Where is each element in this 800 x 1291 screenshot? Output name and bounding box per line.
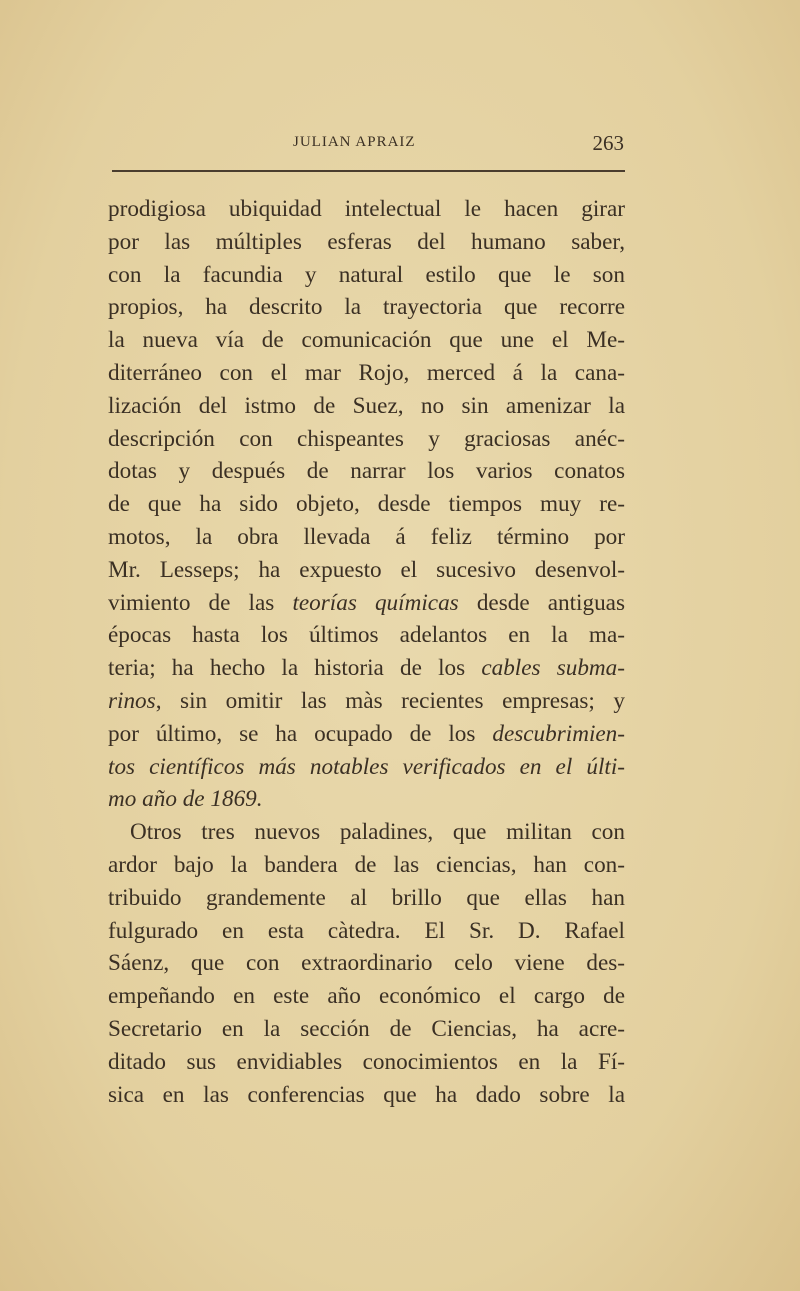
text-segment: Otros tres nuevos paladines, que militan con bbox=[130, 819, 625, 846]
text-line bbox=[108, 554, 625, 587]
text-segment: descripción con chispeantes y graciosas anéc- bbox=[108, 425, 625, 452]
text-line bbox=[108, 685, 625, 718]
text-segment: Mr. Lesseps; ha expuesto el sucesivo desenvol- bbox=[108, 556, 625, 583]
text-line bbox=[108, 718, 625, 751]
text-line bbox=[108, 619, 625, 652]
text-line bbox=[108, 751, 625, 784]
italic-text: teorías químicas bbox=[292, 589, 459, 616]
text-segment: la nueva vía de comunicación que une el Me- bbox=[108, 327, 625, 354]
text-segment: motos, la obra llevada á feliz término por bbox=[108, 523, 625, 550]
text-segment: diterráneo con el mar Rojo, merced á la cana- bbox=[108, 359, 625, 386]
text-line bbox=[108, 1013, 625, 1046]
text-line bbox=[108, 488, 625, 521]
text-segment: por las múltiples esferas del humano saber, bbox=[108, 228, 625, 255]
text-segment: prodigiosa ubiquidad intelectual le hacen girar bbox=[108, 196, 625, 222]
text-line bbox=[108, 226, 625, 259]
text-segment: sica en las conferencias que ha dado sobre la bbox=[108, 1081, 625, 1108]
header-rule bbox=[112, 170, 625, 172]
text-line bbox=[108, 455, 625, 488]
text-segment: tribuido grandemente al brillo que ellas han bbox=[108, 884, 625, 911]
text-segment: propios, ha descrito la trayectoria que recorre bbox=[108, 294, 625, 321]
text-line bbox=[108, 390, 625, 423]
text-line bbox=[108, 816, 625, 849]
text-segment: teria; ha hecho la historia de los bbox=[108, 655, 482, 682]
text-line bbox=[108, 193, 625, 226]
italic-text: cables subma- bbox=[481, 655, 625, 682]
text-line bbox=[108, 521, 625, 554]
text-line bbox=[108, 882, 625, 915]
text-line bbox=[108, 980, 625, 1013]
text-segment: épocas hasta los últimos adelantos en la ma- bbox=[108, 622, 625, 649]
text-segment: vimiento de las bbox=[108, 589, 293, 616]
body-text bbox=[108, 193, 625, 1111]
text-line bbox=[108, 849, 625, 882]
text-line bbox=[108, 915, 625, 948]
text-segment: por último, se ha ocupado de los bbox=[108, 720, 493, 747]
text-segment: Secretario en la sección de Ciencias, ha acre- bbox=[108, 1015, 625, 1042]
italic-text: mo año de 1869. bbox=[108, 786, 263, 813]
text-line bbox=[108, 652, 625, 685]
text-segment: con la facundia y natural estilo que le son bbox=[108, 261, 625, 288]
text-line bbox=[108, 587, 625, 620]
text-segment: Sáenz, que con extraordinario celo viene des- bbox=[108, 950, 625, 977]
text-line bbox=[108, 947, 625, 980]
text-line bbox=[108, 1079, 625, 1112]
text-line bbox=[108, 423, 625, 456]
text-line bbox=[108, 324, 625, 357]
text-line bbox=[108, 259, 625, 292]
text-segment: fulgurado en esta càtedra. El Sr. D. Rafael bbox=[108, 917, 625, 944]
page-header bbox=[108, 131, 624, 158]
text-segment: empeñando en este año económico el cargo de bbox=[108, 983, 625, 1010]
text-line bbox=[108, 291, 625, 324]
text-segment: ardor bajo la bandera de las ciencias, han con- bbox=[108, 851, 625, 878]
text-line bbox=[108, 1046, 625, 1079]
running-title: JULIAN APRAIZ bbox=[293, 134, 416, 150]
text-segment: de que ha sido objeto, desde tiempos muy re- bbox=[108, 491, 625, 518]
text-line bbox=[108, 357, 625, 390]
text-segment: dotas y después de narrar los varios conatos bbox=[108, 458, 625, 485]
italic-text: tos científicos más notables verificados en el últi- bbox=[108, 753, 625, 780]
italic-text: rinos bbox=[108, 687, 156, 714]
text-segment: ditado sus envidiables conocimientos en la Fí- bbox=[108, 1048, 625, 1075]
text-segment: desde antiguas bbox=[458, 589, 625, 616]
text-segment: lización del istmo de Suez, no sin amenizar la bbox=[108, 392, 625, 419]
page-number: 263 bbox=[592, 131, 624, 155]
text-line bbox=[108, 783, 625, 816]
text-segment: , sin omitir las màs recientes empresas; y bbox=[155, 687, 625, 714]
italic-text: descubrimien- bbox=[492, 720, 625, 747]
